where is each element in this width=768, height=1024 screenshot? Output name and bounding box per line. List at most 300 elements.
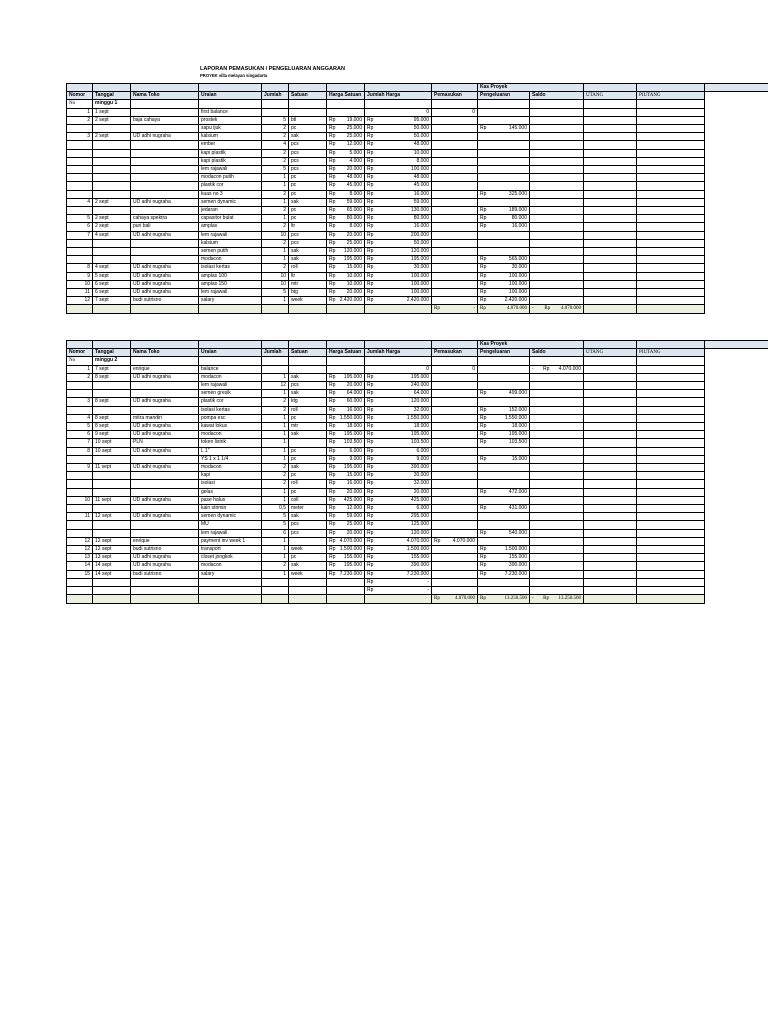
- cell-pengeluaran: [478, 382, 530, 390]
- cell-piutang: [637, 264, 705, 272]
- cell-jumlah: 1: [262, 570, 289, 578]
- cell-piutang: [637, 239, 705, 247]
- amount-value: 65.000: [346, 207, 362, 214]
- currency-symbol: -: [532, 596, 534, 602]
- currency-symbol: -: [532, 306, 534, 312]
- currency-amount: [367, 480, 429, 487]
- cell-pemasukan: [432, 215, 478, 223]
- currency-symbol: Rp: [367, 125, 374, 132]
- amount-value: 16.000: [413, 190, 429, 197]
- cell-pengeluaran: [478, 248, 530, 256]
- amount-value: 20.000: [346, 488, 362, 495]
- amount-value: 18.000: [346, 423, 362, 430]
- currency-amount: [480, 407, 527, 414]
- currency-symbol: Rp: [329, 423, 336, 430]
- amount-value: 60.000: [346, 398, 362, 405]
- cell-jumlah: 2: [262, 239, 289, 247]
- cell-utang: [584, 521, 637, 529]
- cell-saldo: [530, 414, 584, 422]
- cell-tanggal: [93, 529, 131, 537]
- currency-symbol: Rp: [480, 207, 487, 214]
- cell-tanggal: 11 sept: [93, 464, 131, 472]
- currency-symbol: Rp: [367, 447, 374, 454]
- cell-piutang: [637, 546, 705, 554]
- currency-symbol: Rp: [329, 382, 336, 389]
- cell-harga-satuan: [327, 198, 365, 206]
- currency-amount: [367, 431, 429, 438]
- amount-value: 103.500: [343, 439, 362, 446]
- currency-amount: [329, 382, 362, 389]
- cell-piutang: [637, 174, 705, 182]
- cell-satuan: meter: [289, 505, 327, 513]
- cell-tanggal: [93, 248, 131, 256]
- cell-jumlah: 1: [262, 248, 289, 256]
- cell-jumlah: 2: [262, 264, 289, 272]
- cell-tanggal: [93, 472, 131, 480]
- cell-jumlah: 2: [262, 190, 289, 198]
- cell-pengeluaran: [478, 141, 530, 149]
- cell-piutang: [637, 382, 705, 390]
- currency-amount: [434, 538, 475, 545]
- currency-symbol: Rp: [480, 423, 487, 430]
- table-row: [67, 264, 768, 272]
- currency-symbol: Rp: [367, 488, 374, 495]
- amount-value: 64.000: [346, 390, 362, 397]
- cell-satuan: ktg: [289, 398, 327, 406]
- cell-nomor: [67, 125, 93, 133]
- header-utang: UTANG: [584, 92, 637, 100]
- cell-nama-toko: [131, 455, 199, 463]
- total-blank: [289, 305, 327, 313]
- cell-pengeluaran: [478, 546, 530, 554]
- cell-jumlah-harga: [365, 513, 432, 521]
- cell-jumlah-harga: [365, 297, 432, 305]
- amount-value: 7.230.000: [504, 570, 527, 577]
- amount-value: 155.000: [343, 554, 362, 561]
- cell-piutang: [637, 455, 705, 463]
- cell-nomor: [67, 382, 93, 390]
- cell-pemasukan: [432, 546, 478, 554]
- cell-satuan: week: [289, 546, 327, 554]
- cell-pengeluaran: [478, 464, 530, 472]
- table-row: [67, 521, 768, 529]
- currency-symbol: Rp: [329, 472, 336, 479]
- cell-saldo: [530, 256, 584, 264]
- cell-saldo: [530, 455, 584, 463]
- cell-nama-toko: budi sutrisno: [131, 297, 199, 305]
- cell-nama-toko: UD adhi nugraha: [131, 431, 199, 439]
- amount-value: 16.000: [346, 480, 362, 487]
- cell-nomor: 4: [67, 198, 93, 206]
- cell-nomor: 10: [67, 496, 93, 504]
- cell-jumlah: 1: [262, 546, 289, 554]
- cell-piutang: [637, 505, 705, 513]
- cell-jumlah: 1: [262, 297, 289, 305]
- cell-uraian: [199, 578, 262, 586]
- currency-symbol: Rp: [367, 239, 374, 246]
- cell-tanggal: [93, 480, 131, 488]
- table-row: [67, 529, 768, 537]
- amount-value: 195.000: [343, 373, 362, 380]
- cell-jumlah-harga: [365, 190, 432, 198]
- cell-piutang: [637, 480, 705, 488]
- cell-pengeluaran: [478, 108, 530, 116]
- total-pemasukan: [432, 305, 478, 313]
- cell-utang: [584, 455, 637, 463]
- table-row: [67, 108, 768, 116]
- cell-saldo: [530, 480, 584, 488]
- cell-piutang: [637, 231, 705, 239]
- cell-tanggal: 2 sept: [93, 215, 131, 223]
- currency-symbol: Rp: [367, 174, 374, 181]
- cell-jumlah-harga: [365, 472, 432, 480]
- cell-pengeluaran: [478, 190, 530, 198]
- cell-pemasukan: [432, 239, 478, 247]
- cell-jumlah: 5: [262, 116, 289, 124]
- cell-jumlah: 5: [262, 513, 289, 521]
- amount-value: 30.000: [413, 472, 429, 479]
- amount-value: 100.000: [508, 272, 527, 279]
- currency-amount: [367, 546, 429, 553]
- currency-symbol: Rp: [434, 596, 440, 602]
- cell: [131, 100, 199, 108]
- cell-nama-toko: [131, 149, 199, 157]
- cell-nomor: [67, 149, 93, 157]
- cell-utang: [584, 141, 637, 149]
- cell-piutang: [637, 398, 705, 406]
- amount-value: 4.070.000: [452, 537, 475, 544]
- header-jumlah-harga: Jumlah Harga: [365, 349, 432, 357]
- header-pemasukan: Pemasukan: [432, 349, 478, 357]
- cell-uraian: kalsium: [199, 133, 262, 141]
- currency-amount: [329, 248, 362, 255]
- cell: [637, 100, 705, 108]
- cell-harga-satuan: [327, 365, 365, 373]
- cell-satuan: pc: [289, 190, 327, 198]
- cell: [327, 100, 365, 108]
- currency-symbol: Rp: [329, 546, 336, 553]
- cell-nama-toko: UD adhi nugraha: [131, 280, 199, 288]
- currency-amount: [367, 191, 429, 198]
- total-saldo: [530, 305, 584, 313]
- cell-harga-satuan: [327, 116, 365, 124]
- cell-satuan: pcs: [289, 521, 327, 529]
- cell-saldo: [530, 174, 584, 182]
- currency-amount: [367, 256, 429, 263]
- cell-piutang: [637, 447, 705, 455]
- cell-jumlah: 1: [262, 554, 289, 562]
- currency-symbol: Rp: [367, 431, 374, 438]
- currency-symbol: Rp: [367, 373, 374, 380]
- currency-symbol: Rp: [329, 521, 336, 528]
- cell: [637, 357, 705, 365]
- cell-pengeluaran: [478, 157, 530, 165]
- cell: [131, 357, 199, 365]
- amount-value: 50.000: [413, 125, 429, 132]
- currency-symbol: Rp: [543, 365, 550, 372]
- header-tanggal: Tanggal: [93, 349, 131, 357]
- currency-symbol: Rp: [367, 439, 374, 446]
- cell-tanggal: 7 sept: [93, 297, 131, 305]
- currency-amount: [367, 273, 429, 280]
- currency-symbol: Rp: [329, 239, 336, 246]
- cell-tanggal: [93, 174, 131, 182]
- currency-symbol: Rp: [367, 570, 374, 577]
- header-blank: [432, 341, 478, 349]
- currency-symbol: Rp: [367, 578, 374, 585]
- cell-jumlah-harga: [365, 264, 432, 272]
- total-pengeluaran: [478, 305, 530, 313]
- cell: [365, 357, 432, 365]
- cell-jumlah: 5: [262, 521, 289, 529]
- table-row: [67, 174, 768, 182]
- header-blank: [637, 84, 705, 92]
- amount-value: 80.000: [346, 215, 362, 222]
- cell-jumlah: 1: [262, 390, 289, 398]
- cell-piutang: [637, 365, 705, 373]
- cell-tanggal: 6 sept: [93, 289, 131, 297]
- table-row: [67, 182, 768, 190]
- cell-piutang: [637, 562, 705, 570]
- currency-symbol: Rp: [480, 505, 487, 512]
- cell-pengeluaran: [478, 537, 530, 545]
- cell-jumlah: 2: [262, 157, 289, 165]
- currency-symbol: Rp: [367, 264, 374, 271]
- cell-utang: [584, 215, 637, 223]
- cell-tanggal: 2 sept: [93, 198, 131, 206]
- cell-nomor: 5: [67, 423, 93, 431]
- cell: [199, 100, 262, 108]
- cell-satuan: pc: [289, 554, 327, 562]
- header-piutang: PIUTANG: [637, 349, 705, 357]
- cell-pemasukan: [432, 157, 478, 165]
- cell-harga-satuan: [327, 390, 365, 398]
- currency-amount: [367, 456, 429, 463]
- cell-pemasukan: [432, 414, 478, 422]
- header-harga-satuan: Harga Satuan: [327, 349, 365, 357]
- cell-nomor: [67, 578, 93, 586]
- cell-piutang: [637, 570, 705, 578]
- cell-nomor: 11: [67, 289, 93, 297]
- cell-pemasukan: [432, 447, 478, 455]
- cell-nomor: [67, 480, 93, 488]
- currency-symbol: Rp: [329, 406, 336, 413]
- cell-pengeluaran: [478, 166, 530, 174]
- currency-amount: [367, 472, 429, 479]
- amount-value: 2.420.000: [339, 297, 362, 304]
- cell-utang: [584, 390, 637, 398]
- currency-amount: [367, 125, 429, 132]
- table-row: [67, 116, 768, 124]
- cell-pemasukan: 0: [432, 108, 478, 116]
- amount-value: 145.000: [508, 125, 527, 132]
- cell-pengeluaran: [478, 398, 530, 406]
- cell-jumlah: 2: [262, 207, 289, 215]
- amount-value: 20.000: [346, 382, 362, 389]
- cell-piutang: [637, 537, 705, 545]
- currency-amount: [329, 448, 362, 455]
- cell-utang: [584, 546, 637, 554]
- amount-value: 103.500: [410, 439, 429, 446]
- cell-pemasukan: [432, 174, 478, 182]
- header-tanggal: Tanggal: [93, 92, 131, 100]
- cell-piutang: [637, 423, 705, 431]
- currency-symbol: Rp: [329, 537, 336, 544]
- amount-value: 8.000: [349, 190, 362, 197]
- currency-amount: [329, 390, 362, 397]
- amount-value: 1.500.000: [406, 546, 429, 553]
- cell-uraian: first balance: [199, 108, 262, 116]
- currency-amount: [329, 489, 362, 496]
- amount-value: 8.000: [349, 223, 362, 230]
- cell-jumlah: 1: [262, 414, 289, 422]
- header-blank: [584, 341, 637, 349]
- header-blank: [262, 84, 289, 92]
- cell-satuan: pc: [289, 215, 327, 223]
- cell-harga-satuan: [327, 398, 365, 406]
- header-blank: [432, 84, 478, 92]
- cell-uraian: kuas no 3: [199, 190, 262, 198]
- cell-utang: [584, 108, 637, 116]
- amount-value: 472.000: [508, 488, 527, 495]
- currency-amount: [367, 513, 429, 520]
- cell-tanggal: [93, 488, 131, 496]
- currency-amount: [329, 407, 362, 414]
- cell: [584, 357, 637, 365]
- cell-jumlah-harga: [365, 505, 432, 513]
- currency-amount: [367, 281, 429, 288]
- currency-symbol: Rp: [329, 190, 336, 197]
- cell-jumlah: 0,5: [262, 505, 289, 513]
- currency-symbol: Rp: [329, 496, 336, 503]
- amount-value: 195.000: [410, 373, 429, 380]
- table-row: [67, 223, 768, 231]
- amount-value: 32.000: [413, 480, 429, 487]
- cell-saldo: [530, 231, 584, 239]
- currency-amount: [480, 546, 527, 553]
- cell-harga-satuan: [327, 280, 365, 288]
- currency-amount: [367, 382, 429, 389]
- currency-amount: [329, 513, 362, 520]
- cell-tanggal: 10 sept: [93, 439, 131, 447]
- cell-nomor: 1: [67, 108, 93, 116]
- header-row: [67, 92, 768, 100]
- currency-symbol: Rp: [367, 207, 374, 214]
- cell-jumlah-harga: [365, 289, 432, 297]
- table-row: [67, 157, 768, 165]
- cell-harga-satuan: [327, 521, 365, 529]
- cell-tanggal: 4 sept: [93, 231, 131, 239]
- amount-value: 25.000: [346, 133, 362, 140]
- cell-tanggal: 1 sept: [93, 108, 131, 116]
- currency-amount: [367, 374, 429, 381]
- currency-amount: [480, 297, 527, 304]
- header-blank: [637, 341, 705, 349]
- header-blank: [327, 84, 365, 92]
- cell-nama-toko: [131, 505, 199, 513]
- currency-amount: [329, 133, 362, 140]
- cell: [530, 100, 584, 108]
- cell-uraian: lem rajawali: [199, 231, 262, 239]
- cell-piutang: [637, 406, 705, 414]
- table-row: [67, 215, 768, 223]
- cell-tanggal: [93, 190, 131, 198]
- total-blank: [199, 595, 262, 603]
- currency-amount: [329, 562, 362, 569]
- header-jumlah: Jumlah: [262, 349, 289, 357]
- currency-symbol: Rp: [367, 190, 374, 197]
- cell-utang: [584, 272, 637, 280]
- cell-utang: [584, 423, 637, 431]
- total-blank: [584, 305, 637, 313]
- cell-saldo: [530, 578, 584, 586]
- currency-amount: [367, 207, 429, 214]
- currency-amount: [329, 273, 362, 280]
- amount-value: 59.000: [346, 198, 362, 205]
- currency-symbol: Rp: [367, 537, 374, 544]
- currency-amount: [480, 223, 527, 230]
- cell-jumlah: [262, 365, 289, 373]
- cell: [584, 100, 637, 108]
- currency-symbol: -: [532, 365, 534, 372]
- cell-satuan: pcs: [289, 529, 327, 537]
- amount-value: 6.000: [349, 447, 362, 454]
- total-saldo: [530, 595, 584, 603]
- currency-amount: [480, 423, 527, 430]
- cell-satuan: pc: [289, 125, 327, 133]
- table-row: [67, 125, 768, 133]
- cell-tanggal: 12 sept: [93, 546, 131, 554]
- cell-piutang: [637, 587, 705, 595]
- total-blank: [637, 595, 705, 603]
- cell-harga-satuan: [327, 472, 365, 480]
- currency-amount: [329, 174, 362, 181]
- cell-nama-toko: UD adhi nugraha: [131, 289, 199, 297]
- header-row: [67, 349, 768, 357]
- cell-nomor: [67, 256, 93, 264]
- currency-amount: [480, 456, 527, 463]
- cell-nama-toko: [131, 578, 199, 586]
- currency-amount: [367, 497, 429, 504]
- currency-amount: [367, 150, 429, 157]
- cell-jumlah-harga: [365, 248, 432, 256]
- currency-symbol: Rp: [329, 505, 336, 512]
- currency-amount: [367, 199, 429, 206]
- cell-piutang: [637, 521, 705, 529]
- cell-utang: [584, 166, 637, 174]
- cell-pengeluaran: [478, 280, 530, 288]
- cell-uraian: modacon: [199, 373, 262, 381]
- cell-jumlah: 5: [262, 166, 289, 174]
- currency-symbol: Rp: [329, 439, 336, 446]
- amount-value: 130.000: [410, 207, 429, 214]
- cell-satuan: pc: [289, 207, 327, 215]
- table-row: [67, 537, 768, 545]
- currency-symbol: Rp: [367, 198, 374, 205]
- cell-uraian: salary: [199, 297, 262, 305]
- cell-nomor: 7: [67, 439, 93, 447]
- cell-nama-toko: UD adhi nugraha: [131, 464, 199, 472]
- cell-nomor: 2: [67, 116, 93, 124]
- amount-value: 13.250.500: [504, 596, 527, 602]
- cell-nama-toko: enrique: [131, 365, 199, 373]
- currency-symbol: Rp: [367, 157, 374, 164]
- header-nomor: Nomor: [67, 92, 93, 100]
- cell-pemasukan: [432, 182, 478, 190]
- cell-uraian: amplas 150: [199, 280, 262, 288]
- cell-nomor: [67, 587, 93, 595]
- currency-symbol: Rp: [367, 272, 374, 279]
